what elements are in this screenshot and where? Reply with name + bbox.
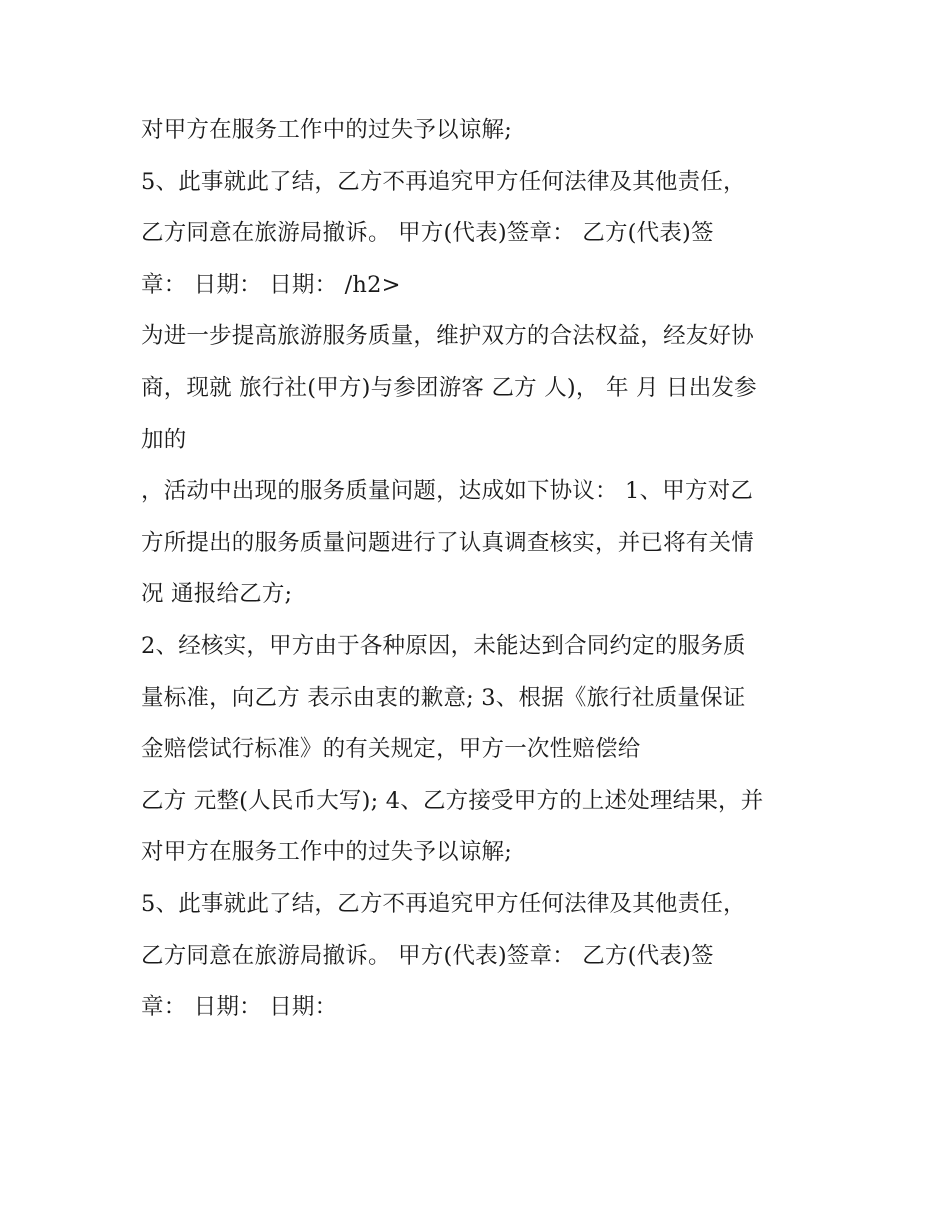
text-line: 况 通报给乙方; [141,581,293,608]
text-line: 章： 日期： 日期： /h2> [141,271,401,298]
text-line: 5、此事就此了结，乙方不再追究甲方任何法律及其他责任， [141,168,746,195]
text-line: 对甲方在服务工作中的过失予以谅解; [141,839,512,866]
text-line: 乙方同意在旅游局撤诉。 甲方(代表)签章： 乙方(代表)签 [141,220,714,247]
text-line: ，活动中出现的服务质量问题，达成如下协议： 1、甲方对乙 [141,478,754,505]
text-line: 加的 [141,426,187,453]
text-line: 为进一步提高旅游服务质量，维护双方的合法权益，经友好协 [141,323,754,350]
document-body [141,107,841,1036]
text-line: 乙方同意在旅游局撤诉。 甲方(代表)签章： 乙方(代表)签 [141,942,714,969]
text-line: 5、此事就此了结，乙方不再追究甲方任何法律及其他责任， [141,890,746,917]
text-line: 金赔偿试行标准》的有关规定，甲方一次性赔偿给 [141,736,641,763]
text-line: 量标准，向乙方 表示由衷的歉意; 3、根据《旅行社质量保证 [141,684,746,711]
text-line: 方所提出的服务质量问题进行了认真调查核实，并已将有关情 [141,529,754,556]
text-line: 章： 日期： 日期： [141,994,338,1021]
text-line: 乙方 元整(人民币大写); 4、乙方接受甲方的上述处理结果，并 [141,787,764,814]
text-line: 对甲方在服务工作中的过失予以谅解; [141,117,512,143]
text-line: 2、经核实，甲方由于各种原因，未能达到合同约定的服务质 [141,632,746,659]
text-line: 商，现就 旅行社(甲方)与参团游客 乙方 人)， 年 月 日出发参 [141,374,757,401]
